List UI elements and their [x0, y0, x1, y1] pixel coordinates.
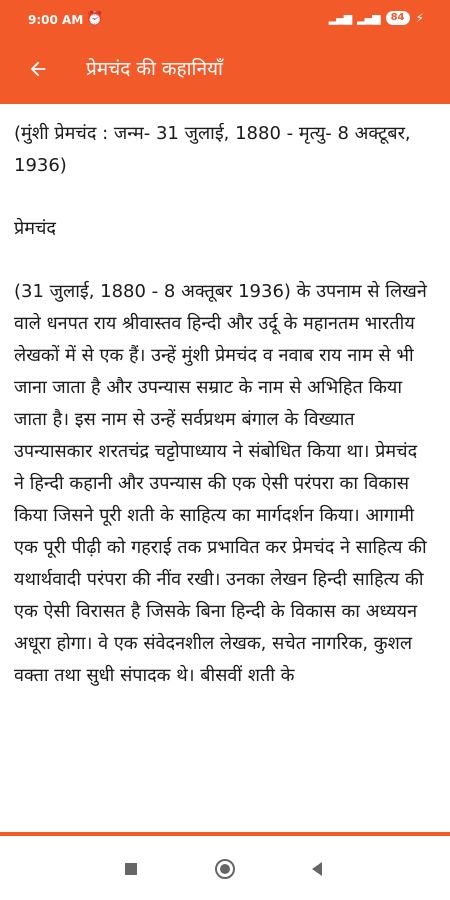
alarm-off-icon: ⏰ [86, 11, 104, 27]
status-time: 9:00 AM [28, 13, 84, 27]
arrow-left-icon [27, 58, 49, 80]
triangle-back-icon [310, 861, 324, 877]
toolbar [0, 38, 450, 100]
home-button[interactable] [214, 858, 236, 880]
story-text [0, 104, 450, 692]
battery-icon: 84 [386, 11, 410, 25]
square-recents-icon [124, 862, 138, 876]
paragraph-biography: (31 जुलाई, 1880 - 8 अक्तूबर 1936) के उपनाम से लिखने वाले धनपत राय श्रीवास्तव हिन्दी और उर्दू के महानतम भारतीय लेखकों में से एक हैं। उन्हें मुंशी प्रेमचंद व नवाब राय नाम से भी जाना जाता है और उपन्यास सम्राट के नाम से अभिहित किया जाता है। इस नाम से उन्हें सर्वप्रथम बंगाल के विख्यात उपन्यासकार शरतचंद्र चट्टोपाध्याय ने संबोधित किया था। प्रेमचंद ने हिन्दी कहानी और उपन्यास की एक ऐसी परंपरा का विकास किया जिसने पूरी शती के साहित्य का मार्गदर्शन किया। आगामी एक पूरी पीढ़ी को गहराई तक प्रभावित कर प्रेमचंद ने साहित्य की यथार्थवादी परंपरा की नींव रखी। उनका लेखन हिन्दी साहित्य की एक ऐसी विरासत है जिसके बिना हिन्दी के विकास का अध्ययन अधूरा होगा। वे एक संवेदनशील लेखक, सचेत नागरिक, कुशल वक्ता तथा सुधी संपादक थे। बीसवीं शती के [14, 281, 427, 686]
story-content[interactable] [0, 104, 450, 832]
signal-icon: ▂▄▆ [328, 11, 352, 25]
app-header [0, 0, 450, 104]
signal-icon: ▂▄▆ [357, 11, 380, 25]
charging-icon: ⚡ [415, 11, 424, 25]
system-back-button[interactable] [306, 858, 328, 880]
circle-home-icon [214, 858, 236, 880]
back-button[interactable] [18, 49, 58, 89]
status-bar [0, 0, 450, 38]
status-indicators [329, 11, 424, 25]
paragraph-birth-death: (मुंशी प्रेमचंद : जन्म- 31 जुलाई, 1880 - मृत्यु- 8 अक्टूबर, 1936) [14, 123, 411, 176]
paragraph-name: प्रेमचंद [14, 218, 56, 239]
system-nav-bar [0, 836, 450, 900]
recents-button[interactable] [120, 858, 142, 880]
page-title: प्रेमचंद की कहानियाँ [86, 58, 223, 80]
